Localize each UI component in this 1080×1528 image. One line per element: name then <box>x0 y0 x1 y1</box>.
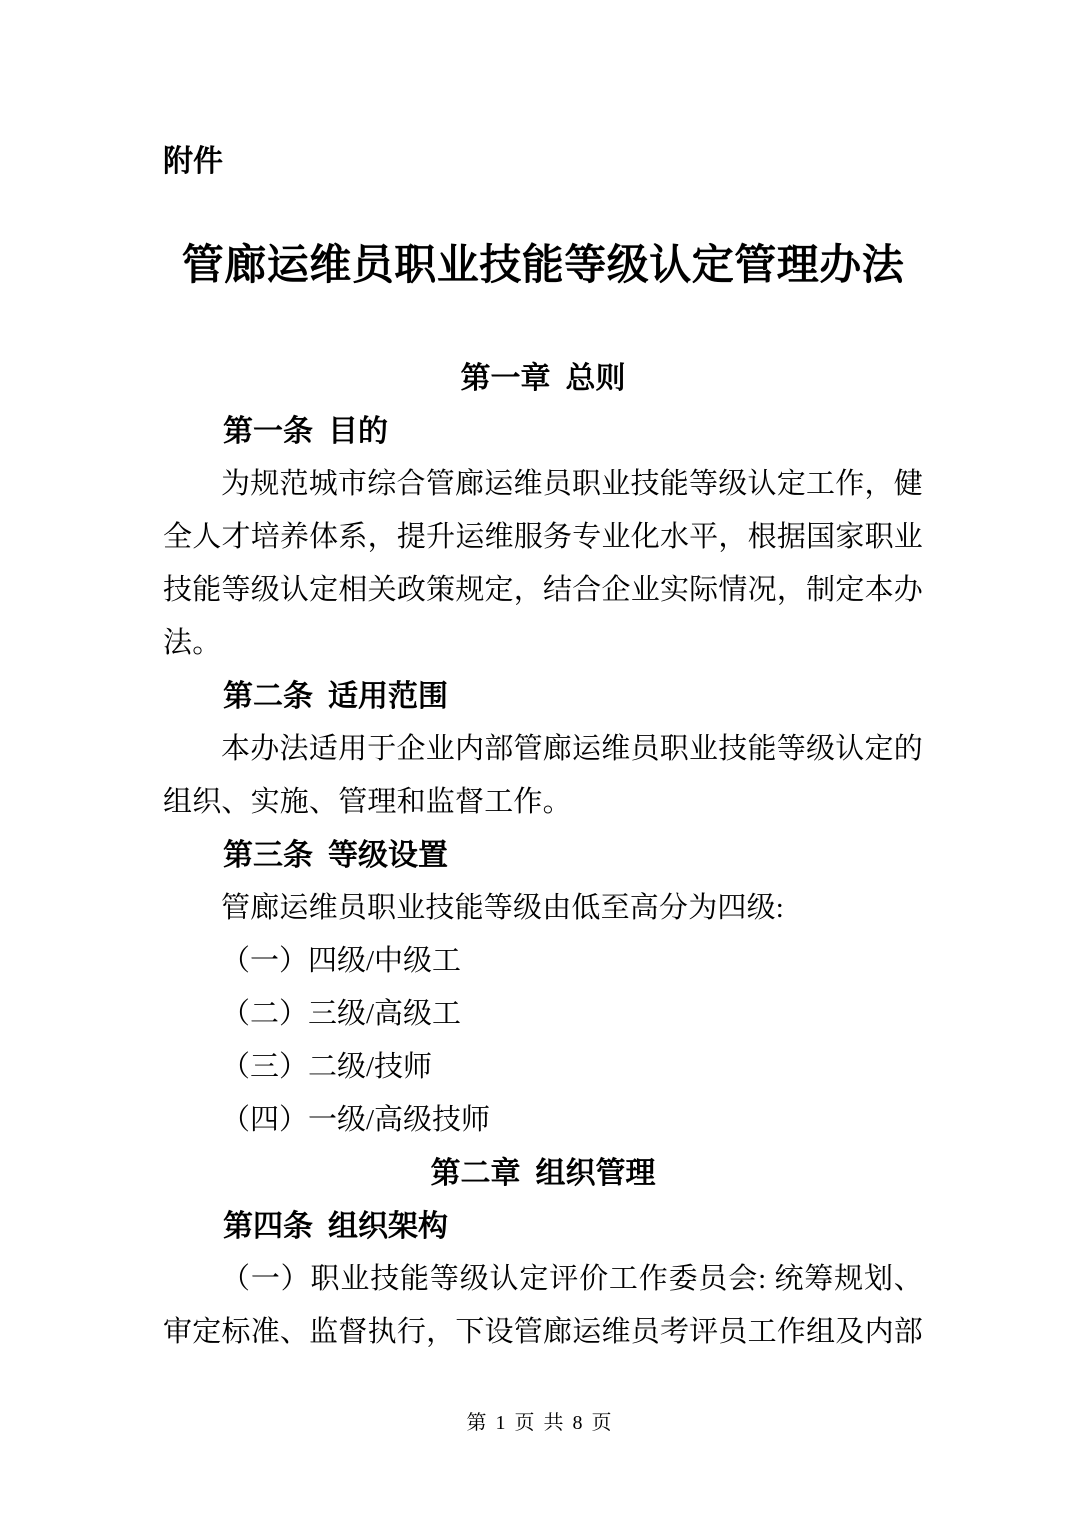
article-2-heading: 第二条 适用范围 <box>223 680 448 713</box>
level-item-1: （四）一级/高级技师 <box>221 1104 491 1136</box>
level-item-3: （二）三级/高级工 <box>221 998 462 1030</box>
skill-level-list <box>163 935 923 1147</box>
document-title: 管廊运维员职业技能等级认定管理办法 <box>181 243 905 289</box>
attachment-label: 附件 <box>163 145 223 178</box>
article-1-heading: 第一条 目的 <box>223 415 388 448</box>
article-3-intro: 管廊运维员职业技能等级由低至高分为四级: <box>221 892 785 924</box>
chapter-1-heading: 第一章 总则 <box>460 362 626 395</box>
article-4-body: （一）职业技能等级认定评价工作委员会: 统筹规划、审定标准、监督执行，下设管廊运维员考评员工作组及内部 <box>163 1263 923 1348</box>
page-number: 第 1 页 共 8 页 <box>466 1412 614 1434</box>
article-1-body: 为规范城市综合管廊运维员职业技能等级认定工作，健全人才培养体系，提升运维服务专业化水平，根据国家职业技能等级认定相关政策规定，结合企业实际情况，制定本办法。 <box>163 468 923 659</box>
level-item-4: （一）四级/中级工 <box>221 945 462 977</box>
article-4-heading: 第四条 组织架构 <box>223 1210 448 1243</box>
article-2-body: 本办法适用于企业内部管廊运维员职业技能等级认定的组织、实施、管理和监督工作。 <box>163 733 923 818</box>
article-3-heading: 第三条 等级设置 <box>223 839 448 872</box>
level-item-2: （三）二级/技师 <box>221 1051 433 1083</box>
chapter-2-heading: 第二章 组织管理 <box>430 1157 656 1190</box>
